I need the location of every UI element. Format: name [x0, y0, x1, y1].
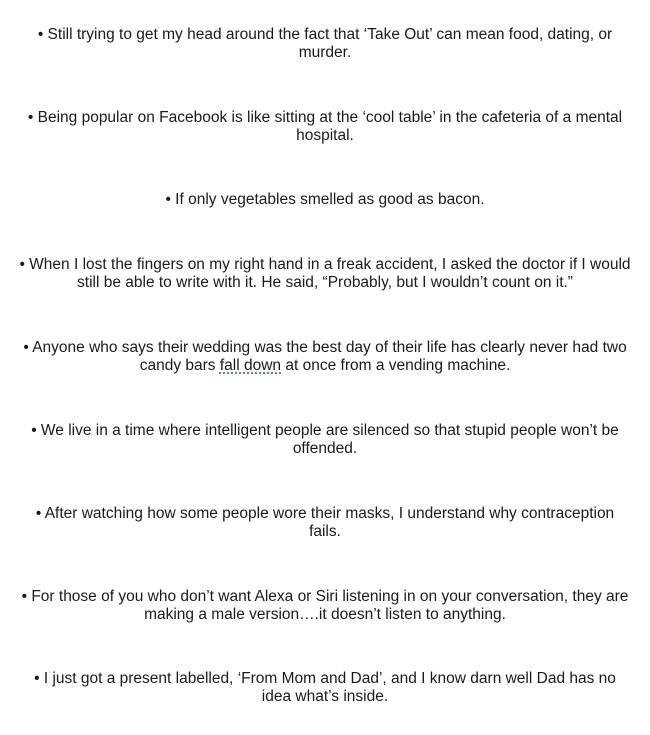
list-item: • Still trying to get my head around the fact that ‘Take Out’ can mean food, dating, or murder.	[37, 26, 613, 61]
grammar-suggestion-mark[interactable]: fall down	[219, 357, 282, 374]
list-item-text-after: at once from a vending machine.	[281, 357, 511, 374]
list-item-text-before: • Anyone who says their wedding was the best day of their life has clearly never had two candy bars	[23, 339, 627, 374]
list-item: • For those of you who don’t want Alexa or Siri listening in on your conversation, they are making a male version….it doesn’t listen to anything.	[21, 588, 629, 623]
list-item: • When I lost the fingers on my right hand in a freak accident, I asked the doctor if I would still be able to write with it. He said, “Probably, but I wouldn’t count on it.”	[19, 256, 631, 291]
list-item: • I just got a present labelled, ‘From Mom and Dad’, and I know darn well Dad has no idea what’s inside.	[34, 670, 616, 705]
list-item: • If only vegetables smelled as good as bacon.	[165, 191, 485, 208]
list-item: • Being popular on Facebook is like sitting at the ‘cool table’ in the cafeteria of a mental hospital.	[27, 109, 623, 144]
list-item	[18, 339, 632, 375]
list-item: • We live in a time where intelligent people are silenced so that stupid people won’t be offended.	[31, 422, 619, 457]
list-item: • After watching how some people wore their masks, I understand why contraception fails.	[35, 505, 615, 540]
